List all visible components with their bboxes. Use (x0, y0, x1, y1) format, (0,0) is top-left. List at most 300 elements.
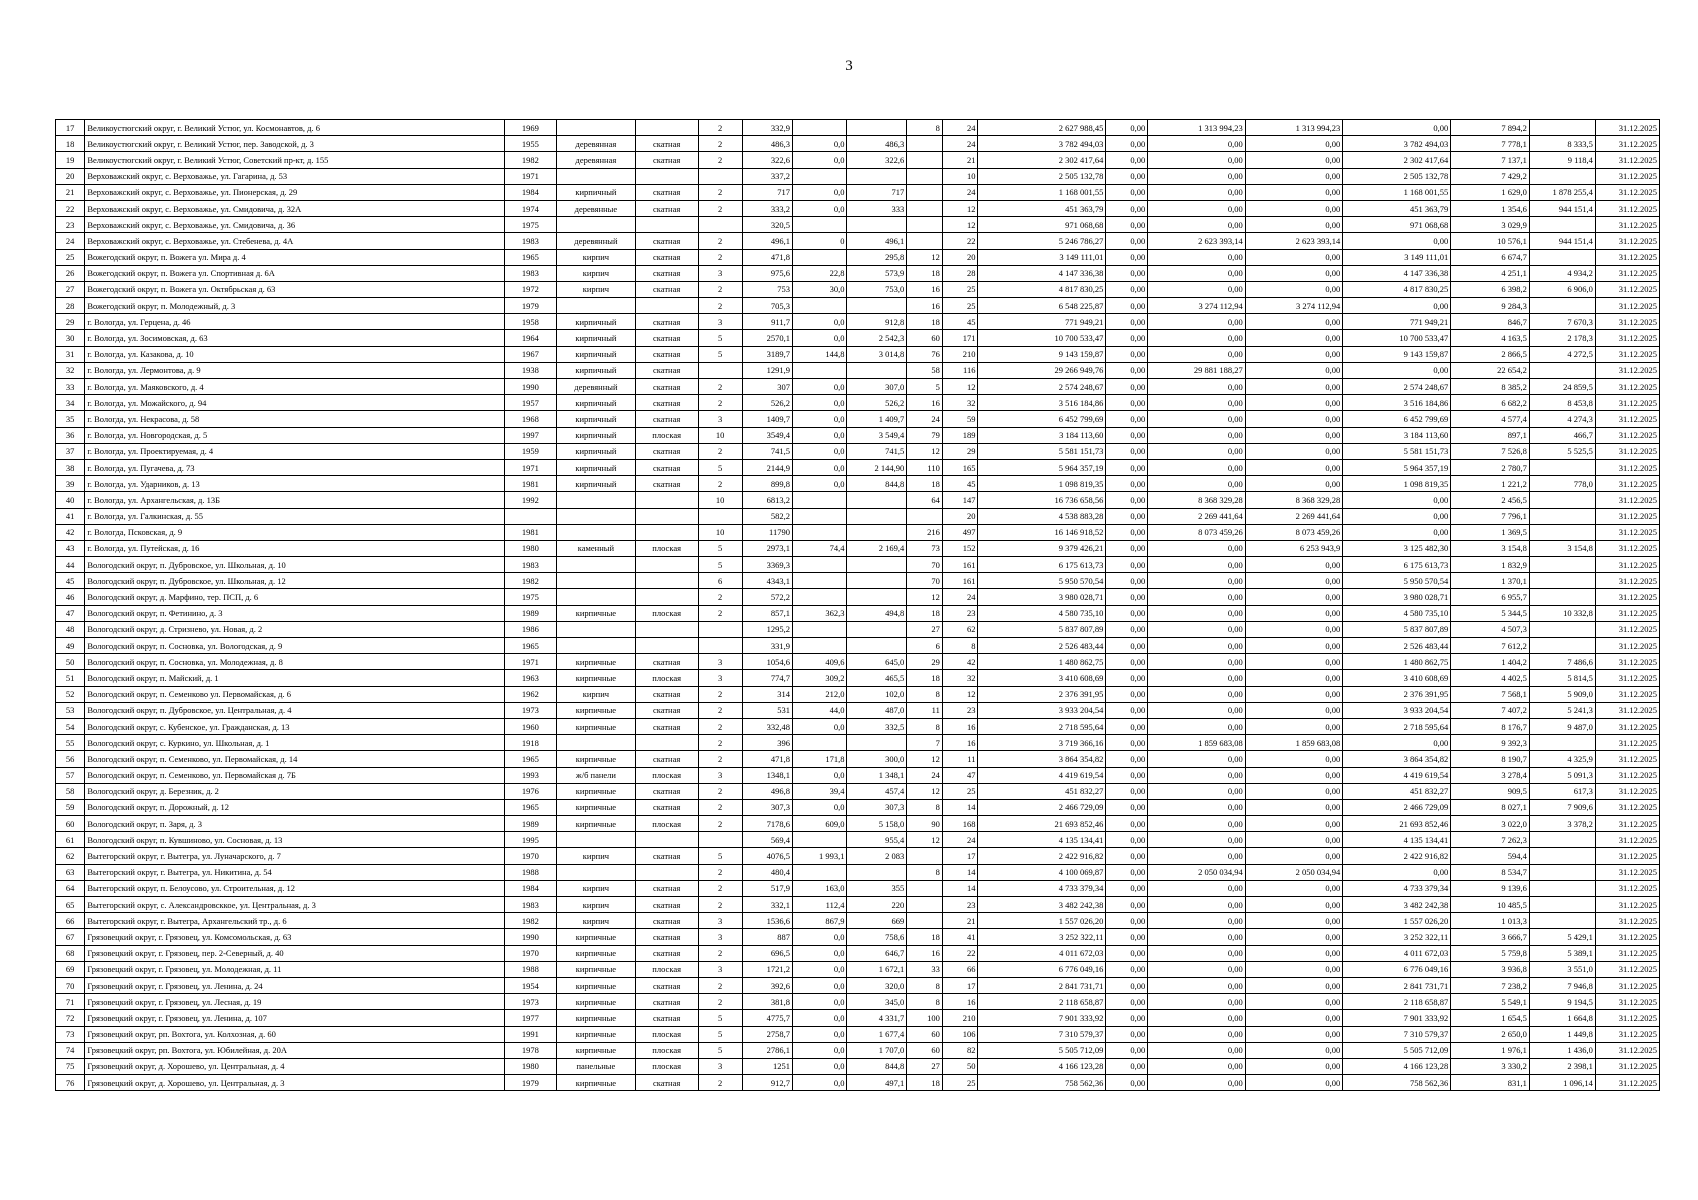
roof-type-cell (635, 120, 698, 136)
apartments-cell (907, 848, 943, 864)
year-cell: 1978 (504, 1042, 556, 1058)
deadline-cell: 31.12.2025 (1595, 702, 1659, 718)
table-row (56, 168, 1660, 184)
residents-cell: 24 (942, 184, 978, 200)
total-area-cell: 471,8 (742, 249, 792, 265)
table-row (56, 573, 1660, 589)
cost-cell-a: 0,00 (1106, 411, 1148, 427)
residential-area-cell: 345,0 (847, 994, 907, 1010)
total-cost-cell: 9 143 159,87 (978, 346, 1106, 362)
residents-cell: 16 (942, 718, 978, 734)
total-area-cell: 392,6 (742, 977, 792, 993)
residential-area-cell: 322,6 (847, 152, 907, 168)
floors-cell: 5 (698, 346, 742, 362)
total-area-cell: 396 (742, 735, 792, 751)
table-row (56, 621, 1660, 637)
total-area-cell: 3189,7 (742, 346, 792, 362)
unit-cost-cell: 1 832,9 (1451, 557, 1530, 573)
limit-cost-cell: 3 551,0 (1529, 961, 1595, 977)
row-number-cell: 20 (56, 168, 85, 184)
limit-cost-cell (1529, 524, 1595, 540)
floors-cell: 5 (698, 1026, 742, 1042)
row-number-cell: 19 (56, 152, 85, 168)
deadline-cell: 31.12.2025 (1595, 864, 1659, 880)
floors-cell (698, 362, 742, 378)
wall-material-cell (557, 557, 636, 573)
limit-cost-cell: 4 274,3 (1529, 411, 1595, 427)
floors-cell: 5 (698, 540, 742, 556)
cost-cell-b: 0,00 (1148, 977, 1245, 993)
year-cell: 1959 (504, 443, 556, 459)
deadline-cell: 31.12.2025 (1595, 265, 1659, 281)
floors-cell: 10 (698, 492, 742, 508)
deadline-cell: 31.12.2025 (1595, 897, 1659, 913)
total-cost-cell: 4 147 336,38 (978, 265, 1106, 281)
residential-area-cell: 465,5 (847, 670, 907, 686)
row-number-cell: 42 (56, 524, 85, 540)
floors-cell (698, 621, 742, 637)
floors-cell: 3 (698, 961, 742, 977)
cost-cell-c: 0,00 (1245, 929, 1342, 945)
cost-cell-c: 0,00 (1245, 476, 1342, 492)
limit-cost-cell: 617,3 (1529, 783, 1595, 799)
total-cost-cell: 3 782 494,03 (978, 136, 1106, 152)
total-area-cell: 307,3 (742, 799, 792, 815)
cost-cell-a: 0,00 (1106, 638, 1148, 654)
total-cost-cell: 4 817 830,25 (978, 281, 1106, 297)
cost-cell-a: 0,00 (1106, 589, 1148, 605)
apartments-cell: 12 (907, 783, 943, 799)
table-row (56, 120, 1660, 136)
wall-material-cell: деревянная (557, 152, 636, 168)
total-cost-cell: 4 538 883,28 (978, 508, 1106, 524)
cost-cell-c: 0,00 (1245, 913, 1342, 929)
total-area-cell: 381,8 (742, 994, 792, 1010)
deadline-cell: 31.12.2025 (1595, 589, 1659, 605)
row-number-cell: 28 (56, 298, 85, 314)
year-cell: 1976 (504, 783, 556, 799)
year-cell: 1963 (504, 670, 556, 686)
total-area-cell: 2973,1 (742, 540, 792, 556)
address-cell: Вожегодский округ, п. Вожега ул. Мира д. 4 (85, 249, 504, 265)
roof-type-cell: скатная (635, 314, 698, 330)
total-area-cell: 887 (742, 929, 792, 945)
row-number-cell: 36 (56, 427, 85, 443)
address-cell: г. Вологда, ул. Лермонтова, д. 9 (85, 362, 504, 378)
cost-cell-b: 0,00 (1148, 945, 1245, 961)
wall-material-cell: кирпичные (557, 783, 636, 799)
wall-material-cell: кирпичный (557, 427, 636, 443)
cost-cell-b: 0,00 (1148, 265, 1245, 281)
limit-cost-cell (1529, 459, 1595, 475)
residential-area-cell: 1 672,1 (847, 961, 907, 977)
residential-area-cell: 844,8 (847, 476, 907, 492)
cost-cell-b: 2 623 393,14 (1148, 233, 1245, 249)
unit-cost-cell: 4 163,5 (1451, 330, 1530, 346)
cost-cell-a: 0,00 (1106, 120, 1148, 136)
roof-type-cell (635, 573, 698, 589)
row-number-cell: 29 (56, 314, 85, 330)
cost-cell-d: 2 526 483,44 (1343, 638, 1451, 654)
year-cell: 1991 (504, 1026, 556, 1042)
nonresidential-area-cell (792, 864, 847, 880)
limit-cost-cell: 2 178,3 (1529, 330, 1595, 346)
cost-cell-c: 6 253 943,9 (1245, 540, 1342, 556)
cost-cell-d: 0,00 (1343, 508, 1451, 524)
residential-area-cell: 102,0 (847, 686, 907, 702)
deadline-cell: 31.12.2025 (1595, 379, 1659, 395)
cost-cell-d: 3 184 113,60 (1343, 427, 1451, 443)
total-cost-cell: 6 452 799,69 (978, 411, 1106, 427)
row-number-cell: 75 (56, 1058, 85, 1074)
cost-cell-a: 0,00 (1106, 1042, 1148, 1058)
total-area-cell: 11790 (742, 524, 792, 540)
row-number-cell: 54 (56, 718, 85, 734)
limit-cost-cell: 1 664,8 (1529, 1010, 1595, 1026)
wall-material-cell (557, 168, 636, 184)
residents-cell: 25 (942, 281, 978, 297)
wall-material-cell (557, 638, 636, 654)
address-cell: Вологодский округ, п. Дубровское, ул. Центральная, д. 4 (85, 702, 504, 718)
address-cell: Вологодский округ, п. Майский, д. 1 (85, 670, 504, 686)
apartments-cell: 100 (907, 1010, 943, 1026)
nonresidential-area-cell (792, 735, 847, 751)
cost-cell-d: 6 776 049,16 (1343, 961, 1451, 977)
table-row (56, 540, 1660, 556)
apartments-cell: 216 (907, 524, 943, 540)
limit-cost-cell (1529, 832, 1595, 848)
limit-cost-cell (1529, 735, 1595, 751)
year-cell: 1957 (504, 395, 556, 411)
deadline-cell: 31.12.2025 (1595, 848, 1659, 864)
table-row (56, 330, 1660, 346)
total-cost-cell: 2 627 988,45 (978, 120, 1106, 136)
cost-cell-d: 4 011 672,03 (1343, 945, 1451, 961)
nonresidential-area-cell: 0,0 (792, 799, 847, 815)
wall-material-cell: кирпичные (557, 799, 636, 815)
total-cost-cell: 7 310 579,37 (978, 1026, 1106, 1042)
total-area-cell: 314 (742, 686, 792, 702)
address-cell: Грязовецкий округ, г. Грязовец, пер. 2-Северный, д. 40 (85, 945, 504, 961)
address-cell: Вологодский округ, с. Кубенское, ул. Гражданская, д. 13 (85, 718, 504, 734)
roof-type-cell (635, 168, 698, 184)
floors-cell (698, 508, 742, 524)
roof-type-cell: скатная (635, 233, 698, 249)
cost-cell-c: 0,00 (1245, 638, 1342, 654)
floors-cell: 2 (698, 443, 742, 459)
nonresidential-area-cell: 867,9 (792, 913, 847, 929)
deadline-cell: 31.12.2025 (1595, 816, 1659, 832)
year-cell: 1968 (504, 411, 556, 427)
nonresidential-area-cell: 0,0 (792, 929, 847, 945)
year-cell: 1981 (504, 524, 556, 540)
cost-cell-d: 2 376 391,95 (1343, 686, 1451, 702)
residential-area-cell: 496,1 (847, 233, 907, 249)
apartments-cell: 110 (907, 459, 943, 475)
total-area-cell: 1409,7 (742, 411, 792, 427)
address-cell: Грязовецкий округ, д. Хорошево, ул. Центральная, д. 3 (85, 1075, 504, 1091)
nonresidential-area-cell: 39,4 (792, 783, 847, 799)
total-cost-cell: 5 246 786,27 (978, 233, 1106, 249)
cost-cell-b: 29 881 188,27 (1148, 362, 1245, 378)
cost-cell-b: 0,00 (1148, 168, 1245, 184)
residents-cell: 14 (942, 799, 978, 815)
apartments-cell: 76 (907, 346, 943, 362)
row-number-cell: 30 (56, 330, 85, 346)
table-row (56, 1075, 1660, 1091)
total-cost-cell: 2 302 417,64 (978, 152, 1106, 168)
limit-cost-cell: 10 332,8 (1529, 605, 1595, 621)
residential-area-cell: 912,8 (847, 314, 907, 330)
residential-area-cell: 2 169,4 (847, 540, 907, 556)
apartments-cell: 8 (907, 718, 943, 734)
table-row (56, 767, 1660, 783)
total-cost-cell: 4 135 134,41 (978, 832, 1106, 848)
year-cell: 1992 (504, 492, 556, 508)
residential-area-cell: 1 348,1 (847, 767, 907, 783)
deadline-cell: 31.12.2025 (1595, 994, 1659, 1010)
apartments-cell: 60 (907, 1042, 943, 1058)
year-cell: 1989 (504, 816, 556, 832)
unit-cost-cell: 1 404,2 (1451, 654, 1530, 670)
wall-material-cell: кирпичный (557, 459, 636, 475)
floors-cell: 2 (698, 152, 742, 168)
cost-cell-c: 0,00 (1245, 589, 1342, 605)
address-cell: г. Вологда, ул. Зосимовская, д. 63 (85, 330, 504, 346)
residential-area-cell: 955,4 (847, 832, 907, 848)
roof-type-cell: скатная (635, 200, 698, 216)
wall-material-cell: кирпичные (557, 718, 636, 734)
roof-type-cell: скатная (635, 751, 698, 767)
row-number-cell: 22 (56, 200, 85, 216)
total-area-cell: 705,3 (742, 298, 792, 314)
year-cell: 1967 (504, 346, 556, 362)
cost-cell-c: 0,00 (1245, 395, 1342, 411)
cost-cell-c: 0,00 (1245, 880, 1342, 896)
unit-cost-cell: 8 027,1 (1451, 799, 1530, 815)
residents-cell: 22 (942, 945, 978, 961)
cost-cell-d: 1 480 862,75 (1343, 654, 1451, 670)
apartments-cell: 8 (907, 994, 943, 1010)
year-cell: 1975 (504, 589, 556, 605)
floors-cell: 2 (698, 880, 742, 896)
residential-area-cell: 753,0 (847, 281, 907, 297)
unit-cost-cell: 4 402,5 (1451, 670, 1530, 686)
total-cost-cell: 16 736 658,56 (978, 492, 1106, 508)
cost-cell-a: 0,00 (1106, 298, 1148, 314)
cost-cell-a: 0,00 (1106, 379, 1148, 395)
total-cost-cell: 9 379 426,21 (978, 540, 1106, 556)
apartments-cell: 8 (907, 977, 943, 993)
unit-cost-cell: 7 407,2 (1451, 702, 1530, 718)
year-cell: 1964 (504, 330, 556, 346)
row-number-cell: 69 (56, 961, 85, 977)
address-cell: Вожегодский округ, п. Вожега ул. Октябрьская д. 63 (85, 281, 504, 297)
row-number-cell: 34 (56, 395, 85, 411)
roof-type-cell: скатная (635, 476, 698, 492)
floors-cell: 2 (698, 120, 742, 136)
cost-cell-d: 0,00 (1343, 492, 1451, 508)
wall-material-cell (557, 573, 636, 589)
nonresidential-area-cell: 0 (792, 233, 847, 249)
table-row (56, 217, 1660, 233)
limit-cost-cell: 6 906,0 (1529, 281, 1595, 297)
apartments-cell (907, 200, 943, 216)
row-number-cell: 38 (56, 459, 85, 475)
wall-material-cell: кирпичный (557, 314, 636, 330)
floors-cell: 2 (698, 281, 742, 297)
floors-cell: 3 (698, 411, 742, 427)
nonresidential-area-cell: 22,8 (792, 265, 847, 281)
total-cost-cell: 3 980 028,71 (978, 589, 1106, 605)
cost-cell-b: 2 050 034,94 (1148, 864, 1245, 880)
nonresidential-area-cell (792, 120, 847, 136)
limit-cost-cell: 5 909,0 (1529, 686, 1595, 702)
roof-type-cell: плоская (635, 605, 698, 621)
residents-cell: 17 (942, 848, 978, 864)
cost-cell-d: 2 118 658,87 (1343, 994, 1451, 1010)
roof-type-cell: скатная (635, 249, 698, 265)
cost-cell-c: 0,00 (1245, 281, 1342, 297)
total-cost-cell: 4 580 735,10 (978, 605, 1106, 621)
cost-cell-b: 0,00 (1148, 848, 1245, 864)
total-area-cell: 480,4 (742, 864, 792, 880)
table-row (56, 1010, 1660, 1026)
cost-cell-d: 0,00 (1343, 120, 1451, 136)
cost-cell-a: 0,00 (1106, 718, 1148, 734)
residential-area-cell (847, 120, 907, 136)
total-cost-cell: 5 837 807,89 (978, 621, 1106, 637)
total-cost-cell: 451 363,79 (978, 200, 1106, 216)
limit-cost-cell: 1 096,14 (1529, 1075, 1595, 1091)
year-cell: 1983 (504, 897, 556, 913)
table-row (56, 152, 1660, 168)
cost-cell-c: 0,00 (1245, 346, 1342, 362)
residential-area-cell (847, 217, 907, 233)
total-cost-cell: 16 146 918,52 (978, 524, 1106, 540)
wall-material-cell: кирпичные (557, 605, 636, 621)
apartments-cell: 16 (907, 395, 943, 411)
unit-cost-cell: 7 429,2 (1451, 168, 1530, 184)
row-number-cell: 70 (56, 977, 85, 993)
cost-cell-a: 0,00 (1106, 281, 1148, 297)
address-cell: г. Вологда, ул. Некрасова, д. 58 (85, 411, 504, 427)
year-cell: 1984 (504, 184, 556, 200)
year-cell: 1970 (504, 848, 556, 864)
apartments-cell: 27 (907, 621, 943, 637)
cost-cell-a: 0,00 (1106, 362, 1148, 378)
limit-cost-cell (1529, 589, 1595, 605)
year-cell (504, 508, 556, 524)
apartments-cell: 8 (907, 864, 943, 880)
cost-cell-b: 0,00 (1148, 379, 1245, 395)
total-area-cell: 569,4 (742, 832, 792, 848)
address-cell: Вологодский округ, д. Стризнево, ул. Новая, д. 2 (85, 621, 504, 637)
wall-material-cell: панельные (557, 1058, 636, 1074)
wall-material-cell: кирпич (557, 249, 636, 265)
table-row (56, 994, 1660, 1010)
address-cell: Грязовецкий округ, г. Грязовец, ул. Молодежная, д. 11 (85, 961, 504, 977)
total-cost-cell: 2 422 916,82 (978, 848, 1106, 864)
roof-type-cell: плоская (635, 670, 698, 686)
row-number-cell: 56 (56, 751, 85, 767)
total-cost-cell: 10 700 533,47 (978, 330, 1106, 346)
total-area-cell: 1295,2 (742, 621, 792, 637)
year-cell: 1969 (504, 120, 556, 136)
unit-cost-cell: 2 780,7 (1451, 459, 1530, 475)
residents-cell: 25 (942, 298, 978, 314)
limit-cost-cell: 5 429,1 (1529, 929, 1595, 945)
cost-cell-a: 0,00 (1106, 233, 1148, 249)
unit-cost-cell: 7 262,3 (1451, 832, 1530, 848)
floors-cell: 2 (698, 379, 742, 395)
table-row (56, 379, 1660, 395)
total-cost-cell: 21 693 852,46 (978, 816, 1106, 832)
table-row (56, 476, 1660, 492)
address-cell: Вологодский округ, п. Фетинино, д. 3 (85, 605, 504, 621)
unit-cost-cell: 9 139,6 (1451, 880, 1530, 896)
deadline-cell: 31.12.2025 (1595, 751, 1659, 767)
total-area-cell: 2144,9 (742, 459, 792, 475)
cost-cell-a: 0,00 (1106, 751, 1148, 767)
roof-type-cell: скатная (635, 913, 698, 929)
floors-cell: 6 (698, 573, 742, 589)
table-row (56, 702, 1660, 718)
total-area-cell: 331,9 (742, 638, 792, 654)
year-cell: 1971 (504, 168, 556, 184)
cost-cell-d: 1 168 001,55 (1343, 184, 1451, 200)
wall-material-cell: каменный (557, 540, 636, 556)
wall-material-cell: кирпичный (557, 476, 636, 492)
apartments-cell: 24 (907, 767, 943, 783)
row-number-cell: 74 (56, 1042, 85, 1058)
unit-cost-cell: 7 894,2 (1451, 120, 1530, 136)
limit-cost-cell: 466,7 (1529, 427, 1595, 443)
row-number-cell: 73 (56, 1026, 85, 1042)
deadline-cell: 31.12.2025 (1595, 217, 1659, 233)
floors-cell: 2 (698, 184, 742, 200)
deadline-cell: 31.12.2025 (1595, 767, 1659, 783)
nonresidential-area-cell: 362,3 (792, 605, 847, 621)
row-number-cell: 58 (56, 783, 85, 799)
limit-cost-cell (1529, 880, 1595, 896)
residential-area-cell: 295,8 (847, 249, 907, 265)
residents-cell: 25 (942, 783, 978, 799)
residential-area-cell: 2 083 (847, 848, 907, 864)
unit-cost-cell: 3 936,8 (1451, 961, 1530, 977)
total-area-cell: 307 (742, 379, 792, 395)
nonresidential-area-cell: 0,0 (792, 1058, 847, 1074)
residential-area-cell: 307,3 (847, 799, 907, 815)
roof-type-cell: плоская (635, 961, 698, 977)
deadline-cell: 31.12.2025 (1595, 346, 1659, 362)
year-cell: 1979 (504, 298, 556, 314)
wall-material-cell: кирпич (557, 281, 636, 297)
residents-cell: 23 (942, 897, 978, 913)
roof-type-cell: скатная (635, 783, 698, 799)
residents-cell: 161 (942, 573, 978, 589)
floors-cell: 2 (698, 945, 742, 961)
cost-cell-c: 3 274 112,94 (1245, 298, 1342, 314)
wall-material-cell: деревянные (557, 200, 636, 216)
residents-cell: 21 (942, 152, 978, 168)
cost-cell-c: 0,00 (1245, 443, 1342, 459)
apartments-cell: 18 (907, 265, 943, 281)
roof-type-cell: скатная (635, 1075, 698, 1091)
cost-cell-c: 0,00 (1245, 200, 1342, 216)
residential-area-cell (847, 589, 907, 605)
address-cell: г. Вологда, ул. Герцена, д. 46 (85, 314, 504, 330)
